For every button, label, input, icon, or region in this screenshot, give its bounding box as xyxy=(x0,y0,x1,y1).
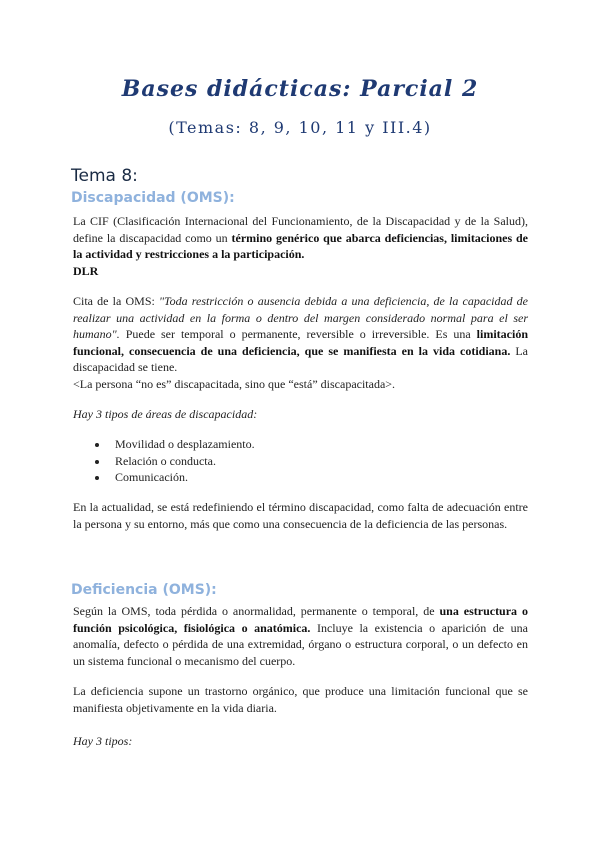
cita-lead: Cita de la OMS: xyxy=(73,294,160,308)
cita-text: Puede ser temporal o permanente, reversible o irreversible. Es una xyxy=(119,327,477,341)
paragraph-trastorno: La deficiencia supone un trastorno orgánico, que produce una limitación funcional que se manifiesta objetivamente en la vida diaria. xyxy=(73,684,528,715)
deficiencia-bold: una estructura o función psicológica, fisiológica o anatómica. xyxy=(73,604,528,635)
paragraph-cita-oms xyxy=(73,293,528,392)
deficiencia-text: Incluye la existencia o aparición de una anomalía, defecto o pérdida de una extremidad, órgano o estructura corporal, o un defecto en un sistema funcional o mecanismo del cuerpo. xyxy=(73,620,528,668)
types-intro-2-text: Hay 3 tipos: xyxy=(73,734,133,748)
cita-quote: "Toda restricción o ausencia debida a una deficiencia, de la capacidad de realizar una actividad en la forma o dentro del margen considerado normal para el ser humano". xyxy=(73,294,528,341)
types-list xyxy=(73,436,255,486)
paragraph-cif-text: La CIF (Clasificación Internacional del Funcionamiento, de la Discapacidad y de la Salud), define la discapacidad como un xyxy=(73,214,528,245)
types-intro-2 xyxy=(73,733,528,750)
section-heading-deficiencia: Deficiencia (OMS): xyxy=(71,582,217,598)
paragraph-cif-bold: término genérico que abarca deficiencias, limitaciones de la actividad y restricciones a la participación. xyxy=(73,230,528,261)
dlr-label: DLR xyxy=(73,263,99,278)
tema-heading: Tema 8: xyxy=(71,166,138,186)
cita-note: <La persona “no es” discapacitada, sino que “está” discapacitada>. xyxy=(73,376,396,391)
paragraph-cif xyxy=(73,213,528,279)
paragraph-deficiencia xyxy=(73,603,528,669)
list-item: • Comunicación. xyxy=(109,469,255,486)
list-item: • Movilidad o desplazamiento. xyxy=(109,436,255,453)
cita-bold: limitación funcional, consecuencia de una deficiencia, que se manifiesta en la vida cotidiana. xyxy=(73,327,528,358)
paragraph-actualidad: En la actualidad, se está redefiniendo el término discapacidad, como falta de adecuación entre la persona y su entorno, más que como una consecuencia de la deficiencia de las personas. xyxy=(73,500,528,531)
types-intro xyxy=(73,406,528,423)
deficiencia-lead: Según la OMS, toda pérdida o anormalidad, permanente o temporal, de xyxy=(73,604,440,618)
page-subtitle: (Temas: 8, 9, 10, 11 y III.4) xyxy=(168,118,432,137)
page-title: Bases didácticas: Parcial 2 xyxy=(121,76,479,102)
cita-end: La discapacidad se tiene. xyxy=(73,343,528,374)
section-heading-discapacidad: Discapacidad (OMS): xyxy=(71,190,235,206)
list-item: • Relación o conducta. xyxy=(109,453,255,470)
types-intro-text: Hay 3 tipos de áreas de discapacidad: xyxy=(73,407,258,421)
